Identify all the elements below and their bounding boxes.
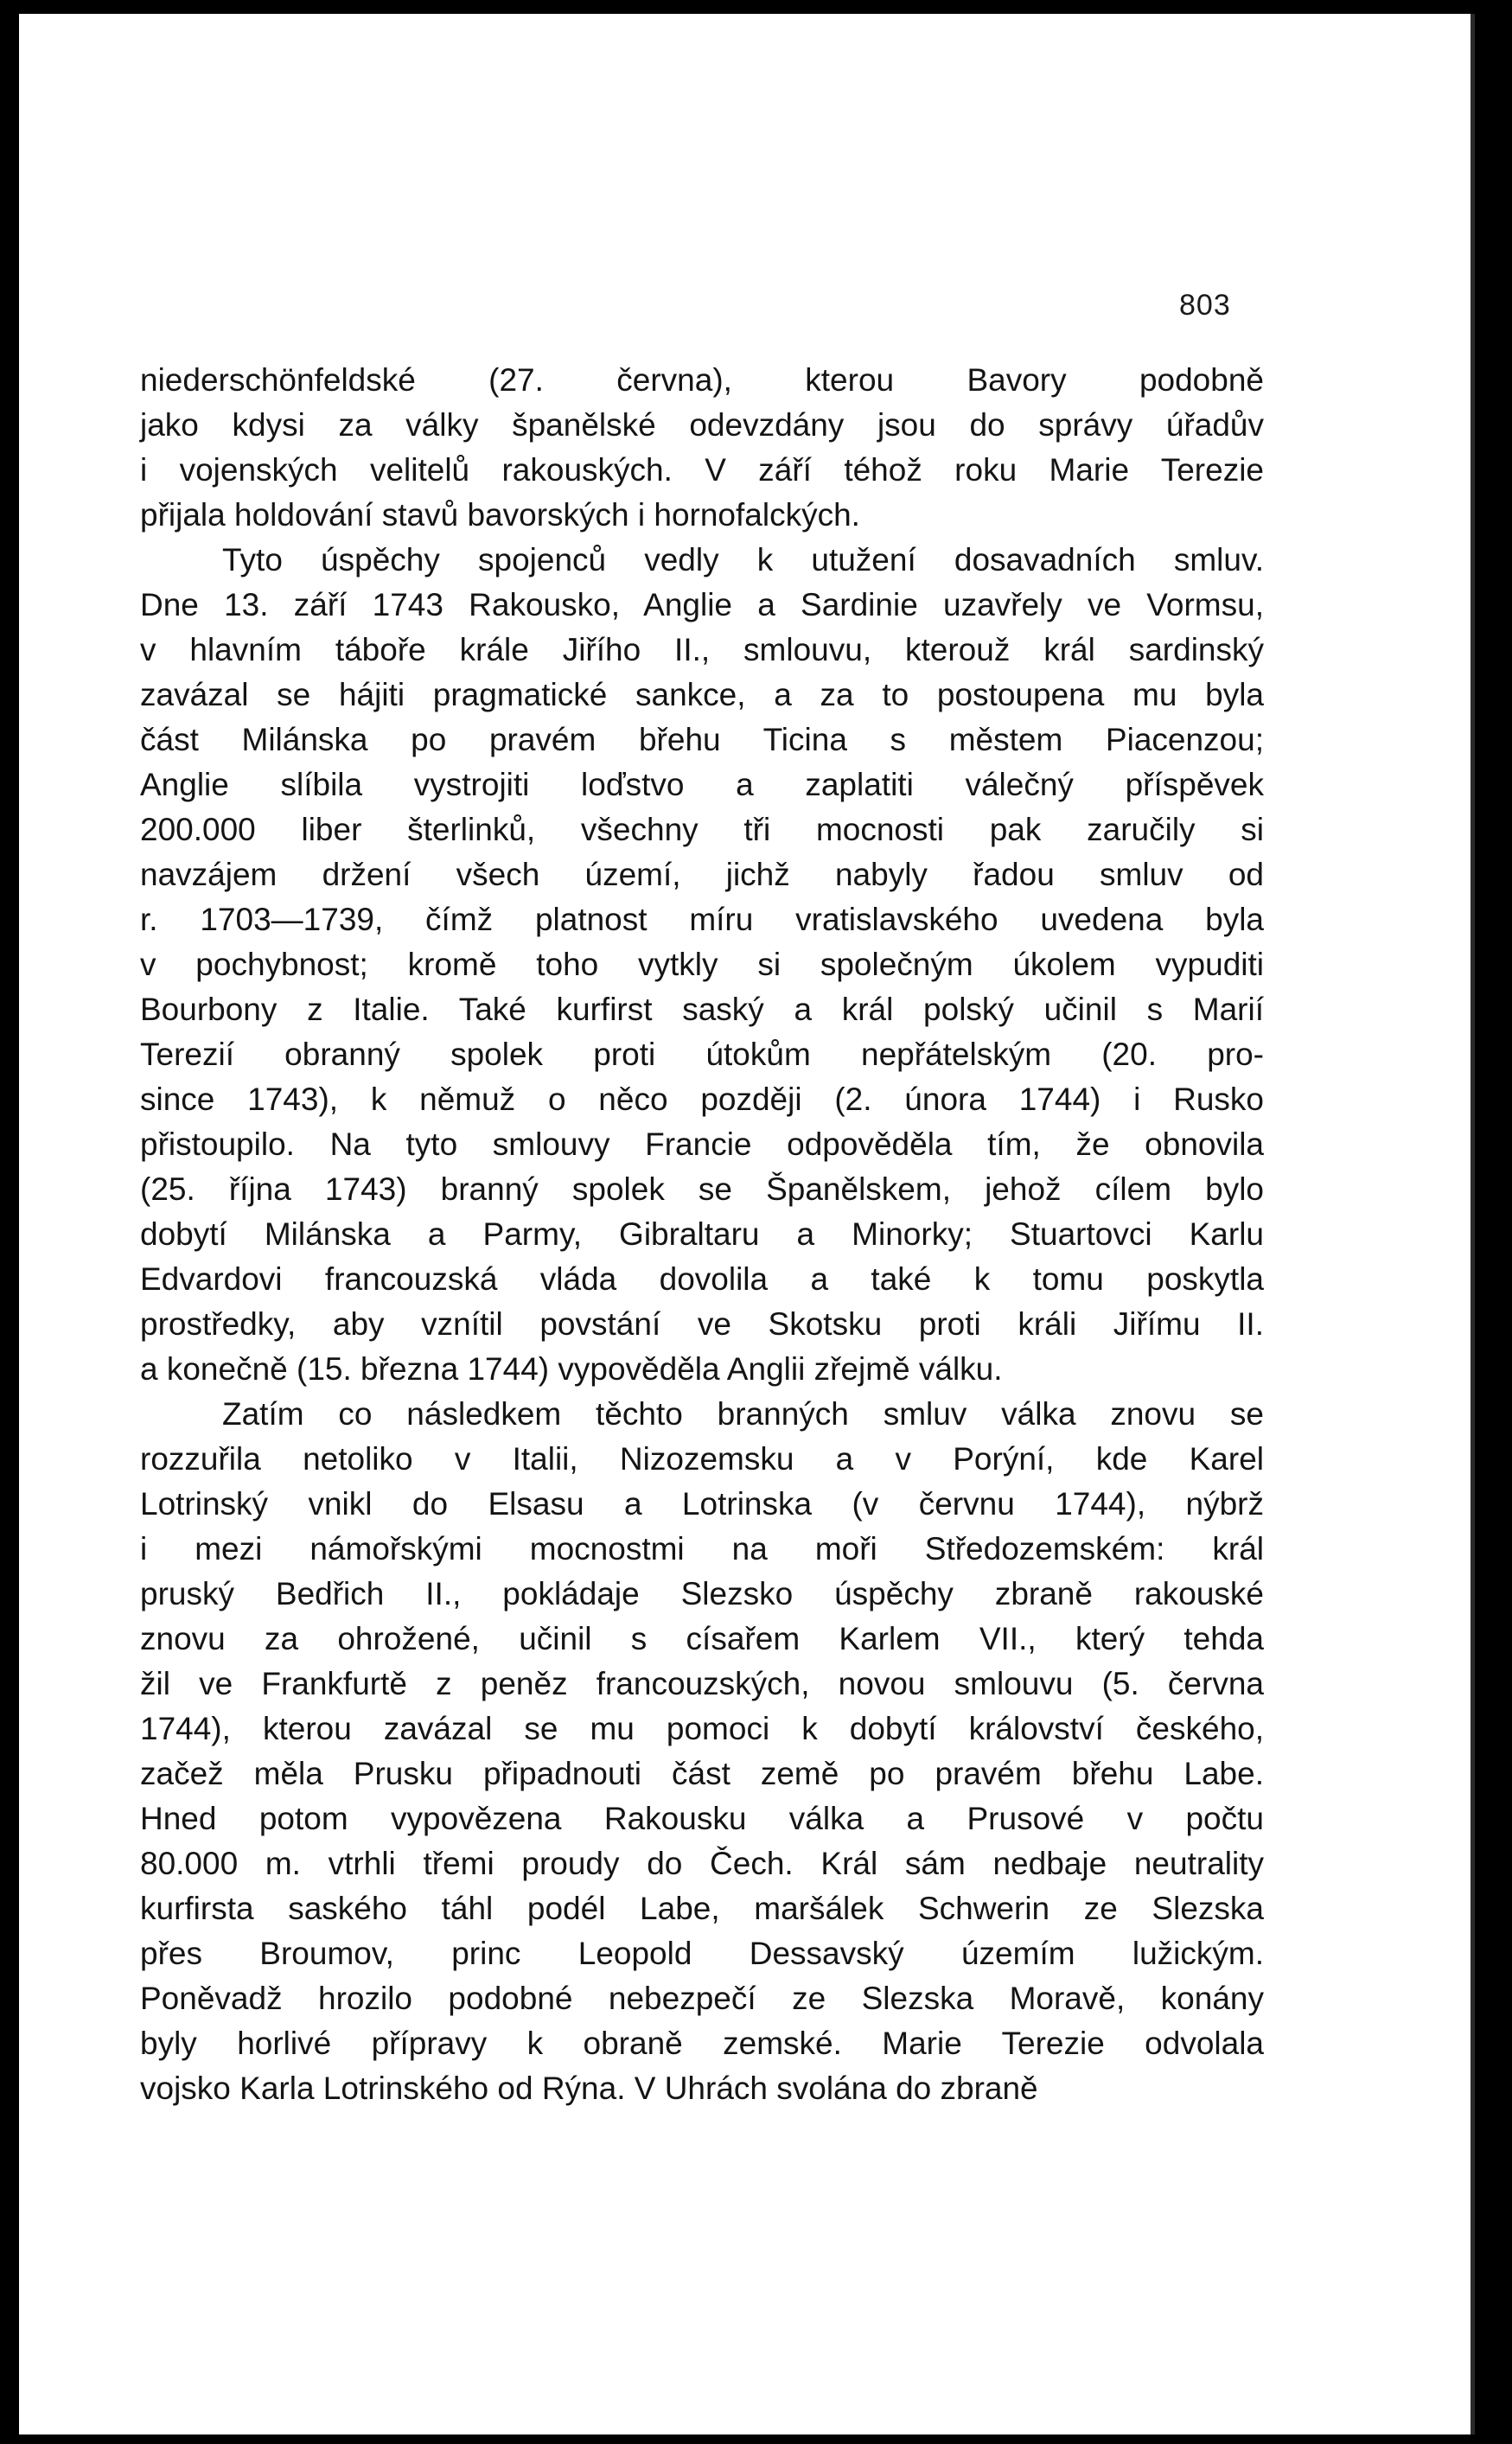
text-line: i mezi námořskými mocnostmi na moři Středozemském: král xyxy=(140,1531,1264,1567)
text-line: (25. října 1743) branný spolek se Španělskem, jehož cílem bylo xyxy=(140,1171,1264,1207)
text-line: Tyto úspěchy spojenců vedly k utužení dosavadních smluv. xyxy=(222,542,1264,577)
text-line: vojsko Karla Lotrinského od Rýna. V Uhrách svolána do zbraně xyxy=(140,2071,1038,2106)
text-line: v hlavním táboře krále Jiřího II., smlouvu, kterouž král sardinský xyxy=(140,632,1264,667)
text-line: přijala holdování stavů bavorských i hornofalckých. xyxy=(140,497,860,533)
text-line: pruský Bedřich II., pokládaje Slezsko úspěchy zbraně rakouské xyxy=(140,1576,1264,1611)
text-line: a konečně (15. března 1744) vypověděla Anglii zřejmě válku. xyxy=(140,1351,1003,1387)
text-line: jako kdysi za války španělské odevzdány jsou do správy úřadův xyxy=(140,407,1264,443)
text-line: přistoupilo. Na tyto smlouvy Francie odpověděla tím, že obnovila xyxy=(140,1126,1264,1162)
book-page xyxy=(19,14,1475,2434)
text-line: Hned potom vypovězena Rakousku válka a Prusové v počtu xyxy=(140,1801,1264,1836)
text-line: část Milánska po pravém břehu Ticina s městem Piacenzou; xyxy=(140,722,1264,757)
text-line: r. 1703—1739, čímž platnost míru vratislavského uvedena byla xyxy=(140,902,1264,937)
text-line: kurfirsta saského táhl podél Labe, maršálek Schwerin ze Slezska xyxy=(140,1891,1264,1926)
text-line: 1744), kterou zavázal se mu pomoci k dobytí království českého, xyxy=(140,1711,1264,1746)
page-number: 803 xyxy=(1179,289,1231,322)
text-line: byly horlivé přípravy k obraně zemské. Marie Terezie odvolala xyxy=(140,2026,1264,2061)
text-line: since 1743), k němuž o něco později (2. února 1744) i Rusko xyxy=(140,1082,1264,1117)
text-line: Terezií obranný spolek proti útokům nepřátelským (20. pro- xyxy=(140,1037,1264,1072)
text-line: Anglie slíbila vystrojiti loďstvo a zaplatiti válečný příspěvek xyxy=(140,767,1264,802)
text-line: prostředky, aby vznítil povstání ve Skotsku proti králi Jiřímu II. xyxy=(140,1306,1264,1342)
text-line: rozzuřila netoliko v Italii, Nizozemsku a v Porýní, kde Karel xyxy=(140,1441,1264,1477)
text-line: i vojenských velitelů rakouských. V září téhož roku Marie Terezie xyxy=(140,452,1264,488)
text-line: Edvardovi francouzská vláda dovolila a také k tomu poskytla xyxy=(140,1261,1264,1297)
text-line: v pochybnost; kromě toho vytkly si společným úkolem vypuditi xyxy=(140,947,1264,982)
text-line: 200.000 liber šterlinků, všechny tři mocnosti pak zaručily si xyxy=(140,812,1264,847)
text-line: zavázal se hájiti pragmatické sankce, a za to postoupena mu byla xyxy=(140,677,1264,712)
text-line: žil ve Frankfurtě z peněz francouzských, novou smlouvu (5. června xyxy=(140,1666,1264,1701)
text-line: přes Broumov, princ Leopold Dessavský územím lužickým. xyxy=(140,1936,1264,1971)
text-line: začež měla Prusku připadnouti část země po pravém břehu Labe. xyxy=(140,1756,1264,1791)
page-edge-shadow xyxy=(1471,14,1475,2434)
text-line: Zatím co následkem těchto branných smluv válka znovu se xyxy=(222,1396,1264,1432)
text-line: dobytí Milánska a Parmy, Gibraltaru a Minorky; Stuartovci Karlu xyxy=(140,1216,1264,1252)
text-line: Bourbony z Italie. Také kurfirst saský a král polský učinil s Marií xyxy=(140,992,1264,1027)
text-line: niederschönfeldské (27. června), kterou Bavory podobně xyxy=(140,362,1264,398)
body-text xyxy=(140,358,1264,2111)
text-line: Dne 13. září 1743 Rakousko, Anglie a Sardinie uzavřely ve Vormsu, xyxy=(140,587,1264,622)
text-line: Lotrinský vnikl do Elsasu a Lotrinska (v červnu 1744), nýbrž xyxy=(140,1486,1264,1522)
text-line: navzájem držení všech území, jichž nabyly řadou smluv od xyxy=(140,857,1264,892)
text-line: znovu za ohrožené, učinil s císařem Karlem VII., který tehda xyxy=(140,1621,1264,1656)
text-line: 80.000 m. vtrhli třemi proudy do Čech. Král sám nedbaje neutrality xyxy=(140,1846,1264,1881)
text-line: Poněvadž hrozilo podobné nebezpečí ze Slezska Moravě, konány xyxy=(140,1981,1264,2016)
